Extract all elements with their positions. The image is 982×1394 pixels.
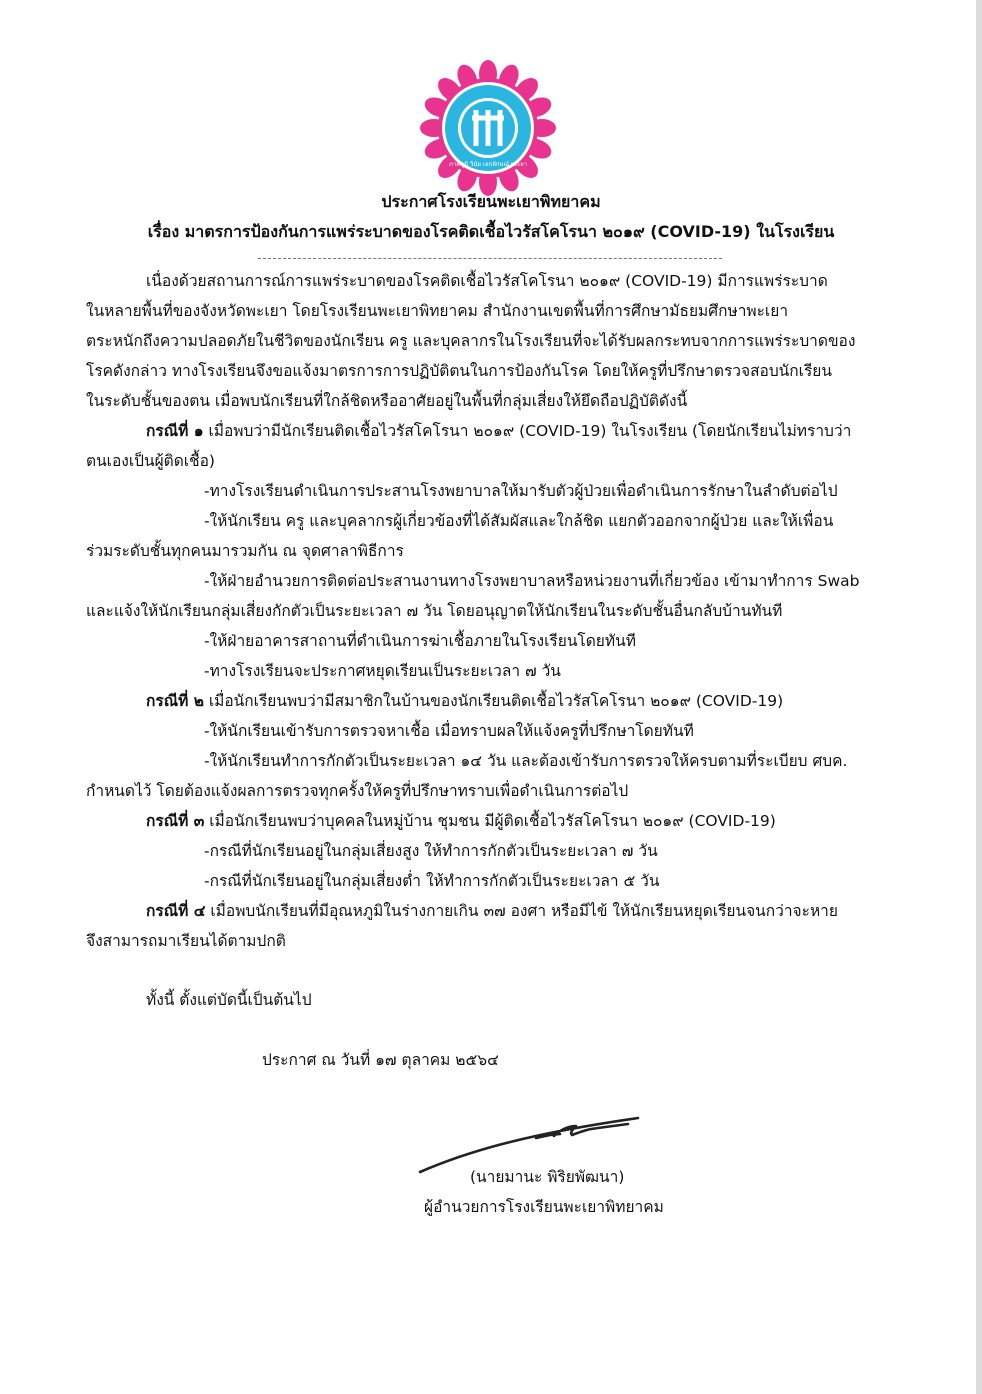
case-2-item-2: -ให้นักเรียนทำการกักตัวเป็นระยะเวลา ๑๔ วัน และต้องเข้ารับการตรวจให้ครบตามที่ระเบียบ ศบค.: [204, 752, 848, 770]
case-1-item-5: -ทางโรงเรียนจะประกาศหยุดเรียนเป็นระยะเวลา ๗ วัน: [204, 662, 561, 680]
case-1-line-1: [146, 421, 851, 441]
case-2-item-1: -ให้นักเรียนเข้ารับการตรวจหาเชื้อ เมื่อทราบผลให้แจ้งครูที่ปรึกษาโดยทันที: [204, 722, 694, 740]
case-2-line-1: [146, 691, 783, 711]
announcement-title: ประกาศโรงเรียนพะเยาพิทยาคม: [381, 192, 601, 211]
intro-line-3: ตระหนักถึงความปลอดภัยในชีวิตของนักเรียน ครู และบุคลากรในโรงเรียนที่จะได้รับผลกระทบจากการแพร่ระบาดของ: [86, 332, 856, 350]
intro-line-4: โรคดังกล่าว ทางโรงเรียนจึงขอแจ้งมาตรการการปฏิบัติตนในการป้องกันโรค โดยให้ครูที่ปรึกษาตรวจสอบนักเรียน: [86, 362, 832, 380]
case-2-label: กรณีที่ ๒: [146, 692, 204, 710]
case-1-item-3: -ให้ฝ่ายอำนวยการติดต่อประสานงานทางโรงพยาบาลหรือหน่วยงานที่เกี่ยวข้อง เข้ามาทำการ Swab: [204, 572, 860, 590]
case-3-label: กรณีที่ ๓: [146, 812, 205, 830]
effective-statement: ทั้งนี้ ตั้งแต่บัดนี้เป็นต้นไป: [146, 991, 312, 1009]
intro-line-1: เนื่องด้วยสถานการณ์การแพร่ระบาดของโรคติดเชื้อไวรัสโคโรนา ๒๐๑๙ (COVID-19) มีการแพร่ระบาด: [146, 272, 828, 290]
announcement-subject: เรื่อง มาตรการป้องกันการแพร่ระบาดของโรคติดเชื้อไวรัสโคโรนา ๒๐๑๙ (COVID-19) ในโรงเรียน: [147, 222, 835, 241]
intro-line-5: ในระดับชั้นของตน เมื่อพบนักเรียนที่ใกล้ชิดหรืออาศัยอยู่ในพื้นที่กลุ่มเสี่ยงให้ยึดถือปฏิบัติดังนี้: [86, 392, 688, 410]
case-3-text: เมื่อนักเรียนพบว่าบุคคลในหมู่บ้าน ชุมชน มีผู้ติดเชื้อไวรัสโคโรนา ๒๐๑๙ (COVID-19): [204, 812, 776, 830]
case-1-item-2: -ให้นักเรียน ครู และบุคลากรผู้เกี่ยวข้องที่ได้สัมผัสและใกล้ชิด แยกตัวออกจากผู้ป่วย และให้เพื่อน: [204, 512, 834, 530]
case-1-item-3-cont: และแจ้งให้นักเรียนกลุ่มเสี่ยงกักตัวเป็นระยะเวลา ๗ วัน โดยอนุญาตให้นักเรียนในระดับชั้นอื่นกลับบ้านทันที: [86, 602, 783, 620]
title-divider: [258, 258, 722, 259]
case-4-text: เมื่อพบนักเรียนที่มีอุณหภูมิในร่างกายเกิน ๓๗ องศา หรือมีไข้ ให้นักเรียนหยุดเรียนจนกว่าจะหาย: [205, 902, 838, 920]
case-1-label: กรณีที่ ๑: [146, 422, 204, 440]
intro-line-2: ในหลายพื้นที่ของจังหวัดพะเยา โดยโรงเรียนพะเยาพิทยาคม สำนักงานเขตพื้นที่การศึกษามัธยมศึกษาพะเยา: [86, 302, 789, 320]
case-3-item-1: -กรณีที่นักเรียนอยู่ในกลุ่มเสี่ยงสูง ให้ทำการกักตัวเป็นระยะเวลา ๗ วัน: [204, 842, 658, 860]
case-1-text: เมื่อพบว่ามีนักเรียนติดเชื้อไวรัสโคโรนา ๒๐๑๙ (COVID-19) ในโรงเรียน (โดยนักเรียนไม่ทราบว่า: [203, 422, 852, 440]
emblem-motto: ภาคภูมิ วินัย เอกลักษณ์ พะเยา: [448, 161, 528, 168]
announcement-date: ประกาศ ณ วันที่ ๑๗ ตุลาคม ๒๕๖๔: [262, 1051, 499, 1069]
case-3-item-2: -กรณีที่นักเรียนอยู่ในกลุ่มเสี่ยงต่ำ ให้ทำการกักตัวเป็นระยะเวลา ๕ วัน: [204, 872, 660, 890]
case-4-line-1: [146, 901, 838, 921]
case-4-line-2: จึงสามารถมาเรียนได้ตามปกติ: [86, 932, 286, 950]
signer-position: ผู้อำนวยการโรงเรียนพะเยาพิทยาคม: [424, 1198, 664, 1216]
case-1-item-4: -ให้ฝ่ายอาคารสาถานที่ดำเนินการฆ่าเชื้อภายในโรงเรียนโดยทันที: [204, 632, 636, 650]
case-4-label: กรณีที่ ๔: [146, 902, 206, 920]
case-2-text: เมื่อนักเรียนพบว่ามีสมาชิกในบ้านของนักเรียนติดเชื้อไวรัสโคโรนา ๒๐๑๙ (COVID-19): [203, 692, 784, 710]
case-3-line-1: [146, 811, 776, 831]
signer-name: (นายมานะ พิริยพัฒนา): [470, 1168, 625, 1186]
case-2-item-2-cont: กำหนดไว้ โดยต้องแจ้งผลการตรวจทุกครั้งให้ครูที่ปรึกษาทราบเพื่อดำเนินการต่อไป: [86, 782, 629, 800]
case-1-line-2: ตนเองเป็นผู้ติดเชื้อ): [86, 452, 215, 470]
case-1-item-1: -ทางโรงเรียนดำเนินการประสานโรงพยาบาลให้มารับตัวผู้ป่วยเพื่อดำเนินการรักษาในลำดับต่อไป: [204, 482, 838, 500]
case-1-item-2-cont: ร่วมระดับชั้นทุกคนมารวมกัน ณ จุดศาลาพิธีการ: [86, 542, 404, 560]
school-emblem-logo: [420, 60, 556, 196]
